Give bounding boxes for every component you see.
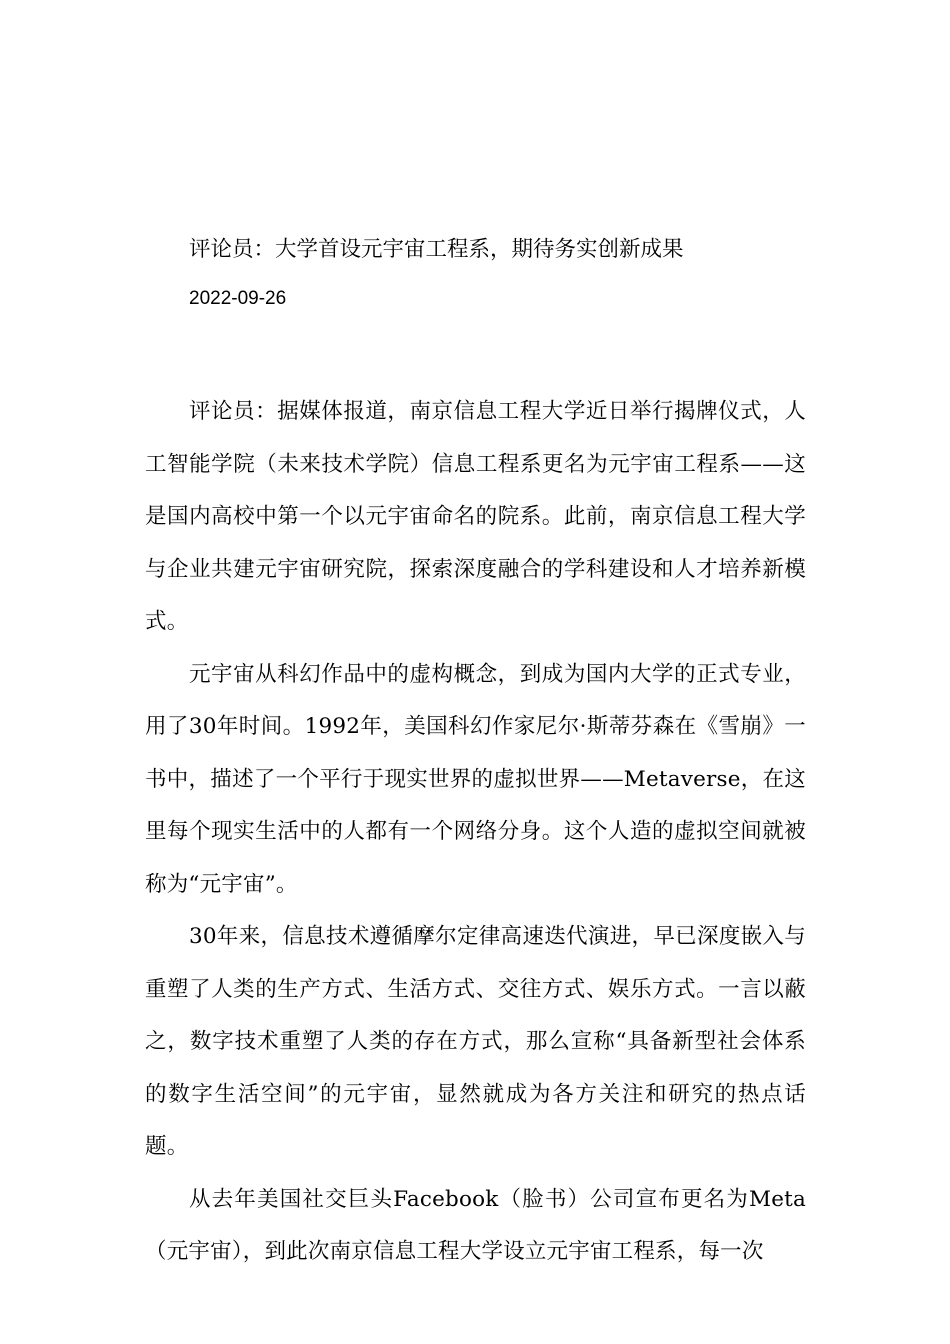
article (145, 232, 806, 1279)
paragraph: 从去年美国社交巨头Facebook（脸书）公司宣布更名为Meta（元宇宙），到此次南京信息工程大学设立元宇宙工程系，每一次 (145, 1186, 806, 1264)
article-date: 2022-09-26 (189, 288, 287, 309)
paragraph: 评论员：据媒体报道，南京信息工程大学近日举行揭牌仪式，人工智能学院（未来技术学院）信息工程系更名为元宇宙工程系——这是国内高校中第一个以元宇宙命名的院系。此前，南京信息工程大学与企业共建元宇宙研究院，探索深度融合的学科建设和人才培养新模式。 (145, 399, 806, 634)
paragraph: 元宇宙从科幻作品中的虚构概念，到成为国内大学的正式专业，用了30年时间。1992年，美国科幻作家尼尔·斯蒂芬森在《雪崩》一书中，描述了一个平行于现实世界的虚拟世界——Metaverse，在这里每个现实生活中的人都有一个网络分身。这个人造的虚拟空间就被称为“元宇宙”。 (145, 661, 806, 897)
paragraph: 30年来，信息技术遵循摩尔定律高速迭代演进，早已深度嵌入与重塑了人类的生产方式、生活方式、交往方式、娱乐方式。一言以蔽之，数字技术重塑了人类的存在方式，那么宣称“具备新型社会体系的数字生活空间”的元宇宙，显然就成为各方关注和研究的热点话题。 (145, 924, 806, 1159)
article-body (145, 386, 806, 1279)
article-title: 评论员：大学首设元宇宙工程系，期待务实创新成果 (189, 237, 684, 262)
